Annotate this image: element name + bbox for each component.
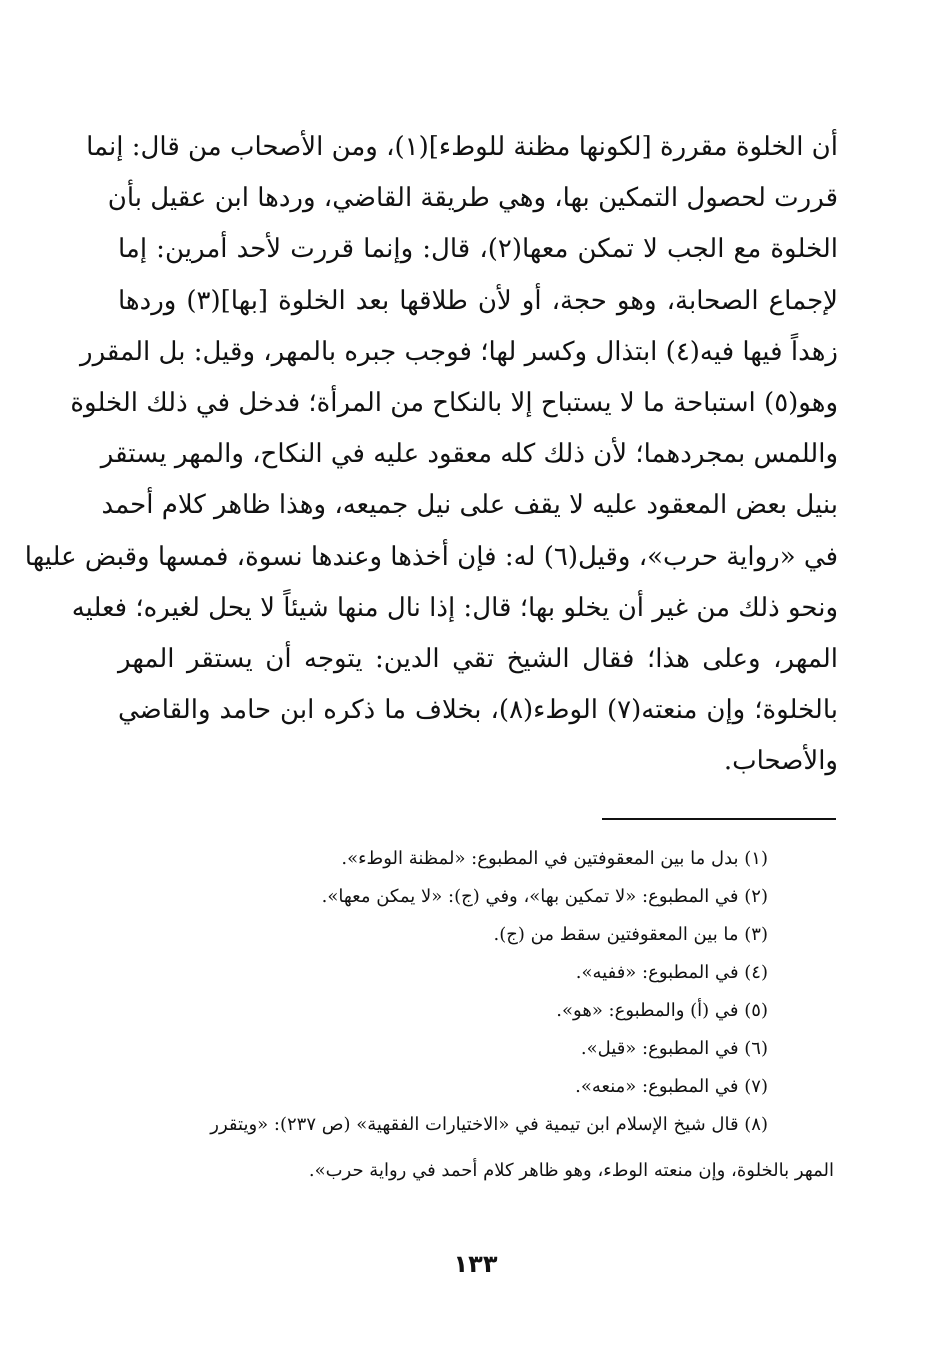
main-text-line: قررت لحصول التمكين بها، وهي طريقة القاضي، وردها ابن عقيل بأن: [107, 183, 838, 214]
main-text-block: [24, 122, 839, 787]
footnote-3: (٣) ما بين المعقوفتين سقط من (ج).: [493, 924, 768, 945]
page-number: ١٣٣: [453, 1250, 498, 1278]
main-text-line: وهو(٥) استباحة ما لا يستباح إلا بالنكاح من المرأة؛ فدخل في ذلك الخلوة: [70, 387, 838, 418]
footnote-1: (١) بدل ما بين المعقوفتين في المطبوع: «لمظنة الوطء».: [341, 848, 768, 869]
footnote-6: (٦) في المطبوع: «قيل».: [580, 1038, 768, 1059]
main-text-line: بالخلوة؛ وإن منعته(٧) الوطء(٨)، بخلاف ما ذكره ابن حامد والقاضي: [118, 695, 839, 726]
main-text-line: بنيل بعض المعقود عليه لا يقف على نيل جميعه، وهذا ظاهر كلام أحمد: [101, 490, 838, 521]
footnote-7: (٧) في المطبوع: «منعه».: [575, 1076, 768, 1097]
footnotes-block: [118, 840, 834, 1190]
main-text-line: ونحو ذلك من غير أن يخلو بها؛ قال: إذا نال منها شيئاً لا يحل لغيره؛ فعليه: [71, 592, 838, 623]
footnote-4: (٤) في المطبوع: «ففيه».: [575, 962, 768, 983]
main-text-line: واللمس بمجردهما؛ لأن ذلك كله معقود عليه في النكاح، والمهر يستقر: [100, 439, 838, 470]
main-text-line: المهر، وعلى هذا؛ فقال الشيخ تقي الدين: يتوجه أن يستقر المهر: [118, 643, 838, 674]
main-text-line: لإجماع الصحابة، وهو حجة، أو لأن طلاقها بعد الخلوة [بها](٣) وردها: [118, 285, 839, 316]
footnote-8-continuation: المهر بالخلوة، وإن منعته الوطء، وهو ظاهر كلام أحمد في رواية حرب».: [308, 1160, 834, 1181]
main-text-line: زهداً فيها فيه(٤) ابتذال وكسر لها؛ فوجب جبره بالمهر، وقيل: بل المقرر: [80, 336, 838, 367]
main-text-line: الخلوة مع الجب لا تمكن معها(٢)، قال: وإنما قررت لأحد أمرين: إما: [118, 234, 838, 265]
main-text-line: أن الخلوة مقررة [لكونها مظنة للوطء](١)، ومن الأصحاب من قال: إنما: [86, 132, 838, 162]
main-text-line: والأصحاب.: [723, 746, 838, 777]
footnote-2: (٢) في المطبوع: «لا تمكين بها»، وفي (ج): «لا يمكن معها».: [321, 886, 768, 907]
footnote-separator: [602, 818, 836, 820]
footnote-8: (٨) قال شيخ الإسلام ابن تيمية في «الاختيارات الفقهية» (ص ٢٣٧): «ويتقرر: [210, 1114, 768, 1135]
footnote-5: (٥) في (أ) والمطبوع: «هو».: [556, 1000, 768, 1021]
main-text-line: في «رواية حرب»، وقيل(٦) له: فإن أخذها وعندها نسوة، فمسها وقبض عليها: [24, 541, 838, 572]
